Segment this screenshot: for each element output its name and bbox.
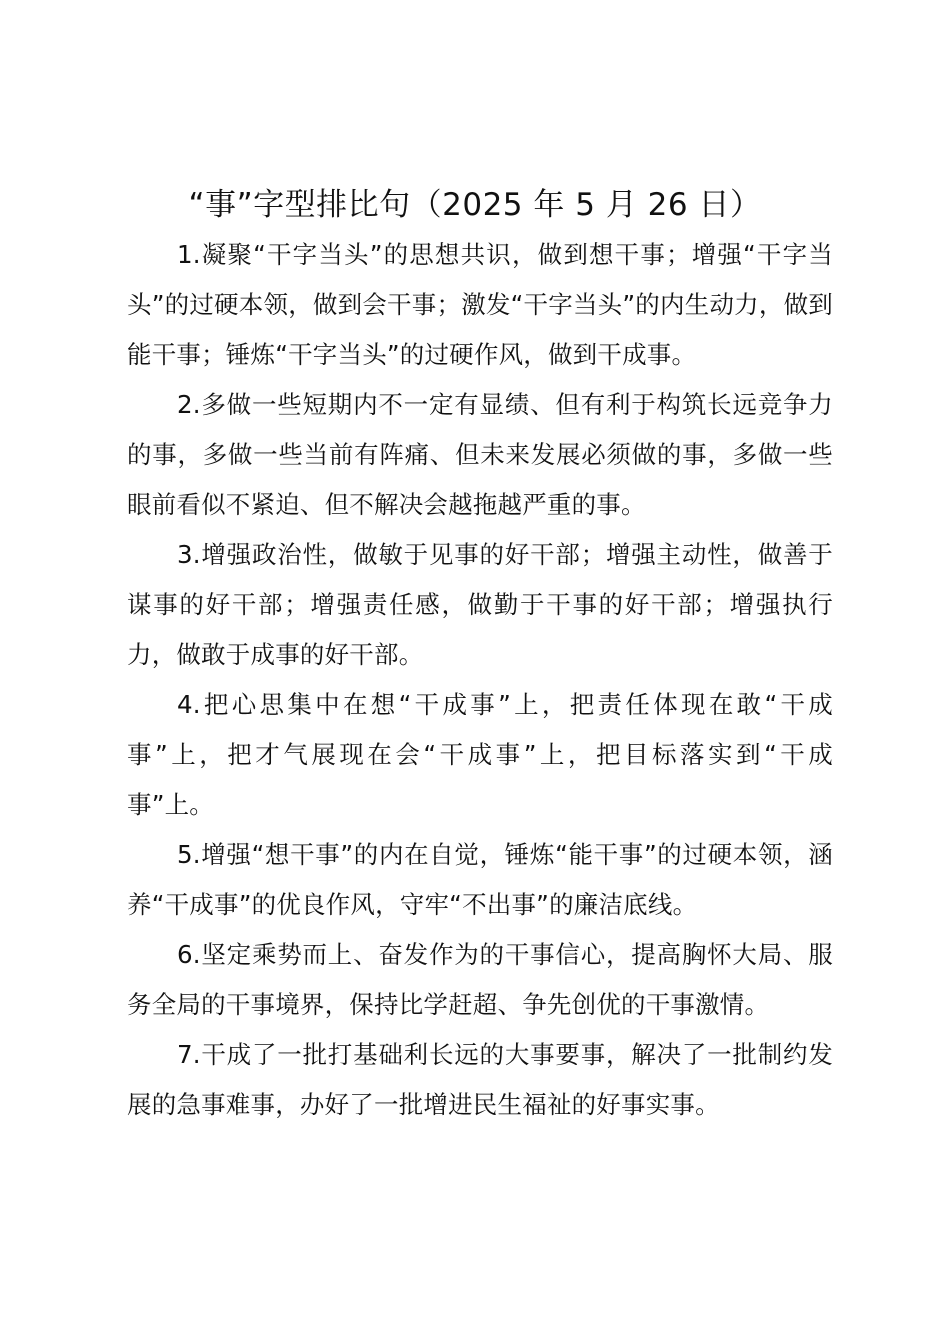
paragraph-2: 2.多做一些短期内不一定有显绩、但有利于构筑长远竞争力的事，多做一些当前有阵痛、但未来发展必须做的事，多做一些眼前看似不紧迫、但不解决会越拖越严重的事。: [127, 390, 833, 519]
document-title: “事”字型排比句（2025 年 5 月 26 日）: [188, 187, 762, 223]
paragraph-4: 4.把心思集中在想“干成事”上，把责任体现在敢“干成事”上，把才气展现在会“干成事”上，把目标落实到“干成事”上。: [127, 690, 833, 819]
paragraph-3: 3.增强政治性，做敏于见事的好干部；增强主动性，做善于谋事的好干部；增强责任感，做勤于干事的好干部；增强执行力，做敢于成事的好干部。: [127, 540, 833, 669]
paragraph-7: 7.干成了一批打基础利长远的大事要事，解决了一批制约发展的急事难事，办好了一批增进民生福祉的好事实事。: [127, 1040, 833, 1119]
paragraph-5: 5.增强“想干事”的内在自觉，锤炼“能干事”的过硬本领，涵养“干成事”的优良作风，守牢“不出事”的廉洁底线。: [127, 840, 833, 919]
paragraph-6: 6.坚定乘势而上、奋发作为的干事信心，提高胸怀大局、服务全局的干事境界，保持比学赶超、争先创优的干事激情。: [127, 940, 833, 1019]
document-body: [127, 230, 833, 1130]
paragraph-1: 1.凝聚“干字当头”的思想共识，做到想干事；增强“干字当头”的过硬本领，做到会干事；激发“干字当头”的内生动力，做到能干事；锤炼“干字当头”的过硬作风，做到干成事。: [127, 240, 833, 369]
